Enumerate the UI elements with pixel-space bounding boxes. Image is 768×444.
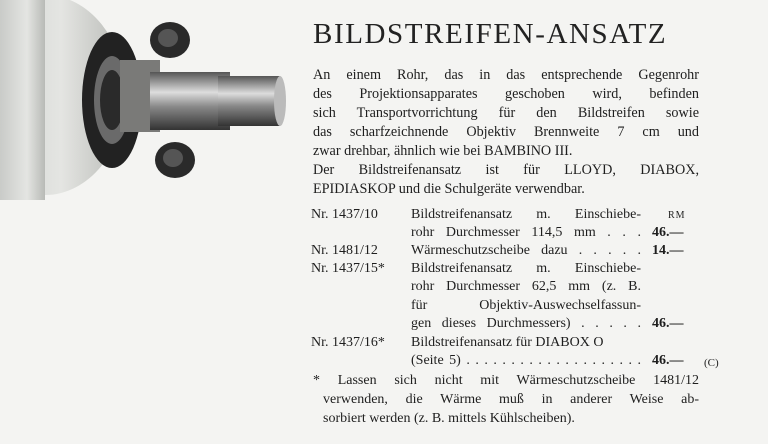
footnote-line: verwenden, die Wärme muß in anderer Weise ab- (323, 392, 699, 407)
item-price: 46.— (652, 316, 684, 331)
item-description: rohr Durchmesser 114,5 mm . . . (411, 225, 641, 240)
item-number: Nr. 1437/15* (311, 261, 385, 276)
footnote-line: sorbiert werden (z. B. mittels Kühlscheiben). (323, 411, 575, 426)
item-description: (Seite 5) . . . . . . . . . . . . . . . . . . . . (411, 353, 641, 368)
paragraph-line: das scharfzeichnende Objektiv Brennweite 7 cm und (313, 124, 699, 140)
currency-label: RM (668, 210, 686, 221)
item-price: 46.— (652, 353, 684, 368)
item-description: Wärmeschutzscheibe dazu . . . . . (411, 243, 641, 258)
item-description: Bildstreifenansatz für DIABOX O (411, 335, 604, 350)
item-note: (C) (704, 357, 719, 369)
item-description: für Objektiv-Auswechselfassun- (411, 298, 641, 313)
item-number: Nr. 1437/16* (311, 335, 385, 350)
item-description: rohr Durchmesser 62,5 mm (z. B. (411, 279, 641, 294)
item-number: Nr. 1437/10 (311, 207, 378, 222)
item-description: Bildstreifenansatz m. Einschiebe- (411, 207, 641, 222)
item-number: Nr. 1481/12 (311, 243, 378, 258)
item-description: Bildstreifenansatz m. Einschiebe- (411, 261, 641, 276)
product-photo (0, 0, 300, 200)
page-title: BILDSTREIFEN-ANSATZ (313, 18, 668, 50)
paragraph-line: des Projektionsapparates geschoben wird, befinden (313, 86, 699, 102)
item-price: 46.— (652, 225, 684, 240)
item-description: gen dieses Durchmessers) . . . . . (411, 316, 641, 331)
paragraph-line: An einem Rohr, das in das entsprechende Gegenrohr (313, 67, 699, 83)
paragraph-line: Der Bildstreifenansatz ist für LLOYD, DIABOX, (313, 162, 699, 178)
paragraph-line: zwar drehbar, ähnlich wie bei BAMBINO III. (313, 143, 573, 159)
footnote-line: * Lassen sich nicht mit Wärmeschutzscheibe 1481/12 (313, 373, 699, 388)
paragraph-line: EPIDIASKOP und die Schulgeräte verwendbar. (313, 181, 585, 197)
item-price: 14.— (652, 243, 684, 258)
paragraph-line: sich Transportvorrichtung für den Bildstreifen sowie (313, 105, 699, 121)
